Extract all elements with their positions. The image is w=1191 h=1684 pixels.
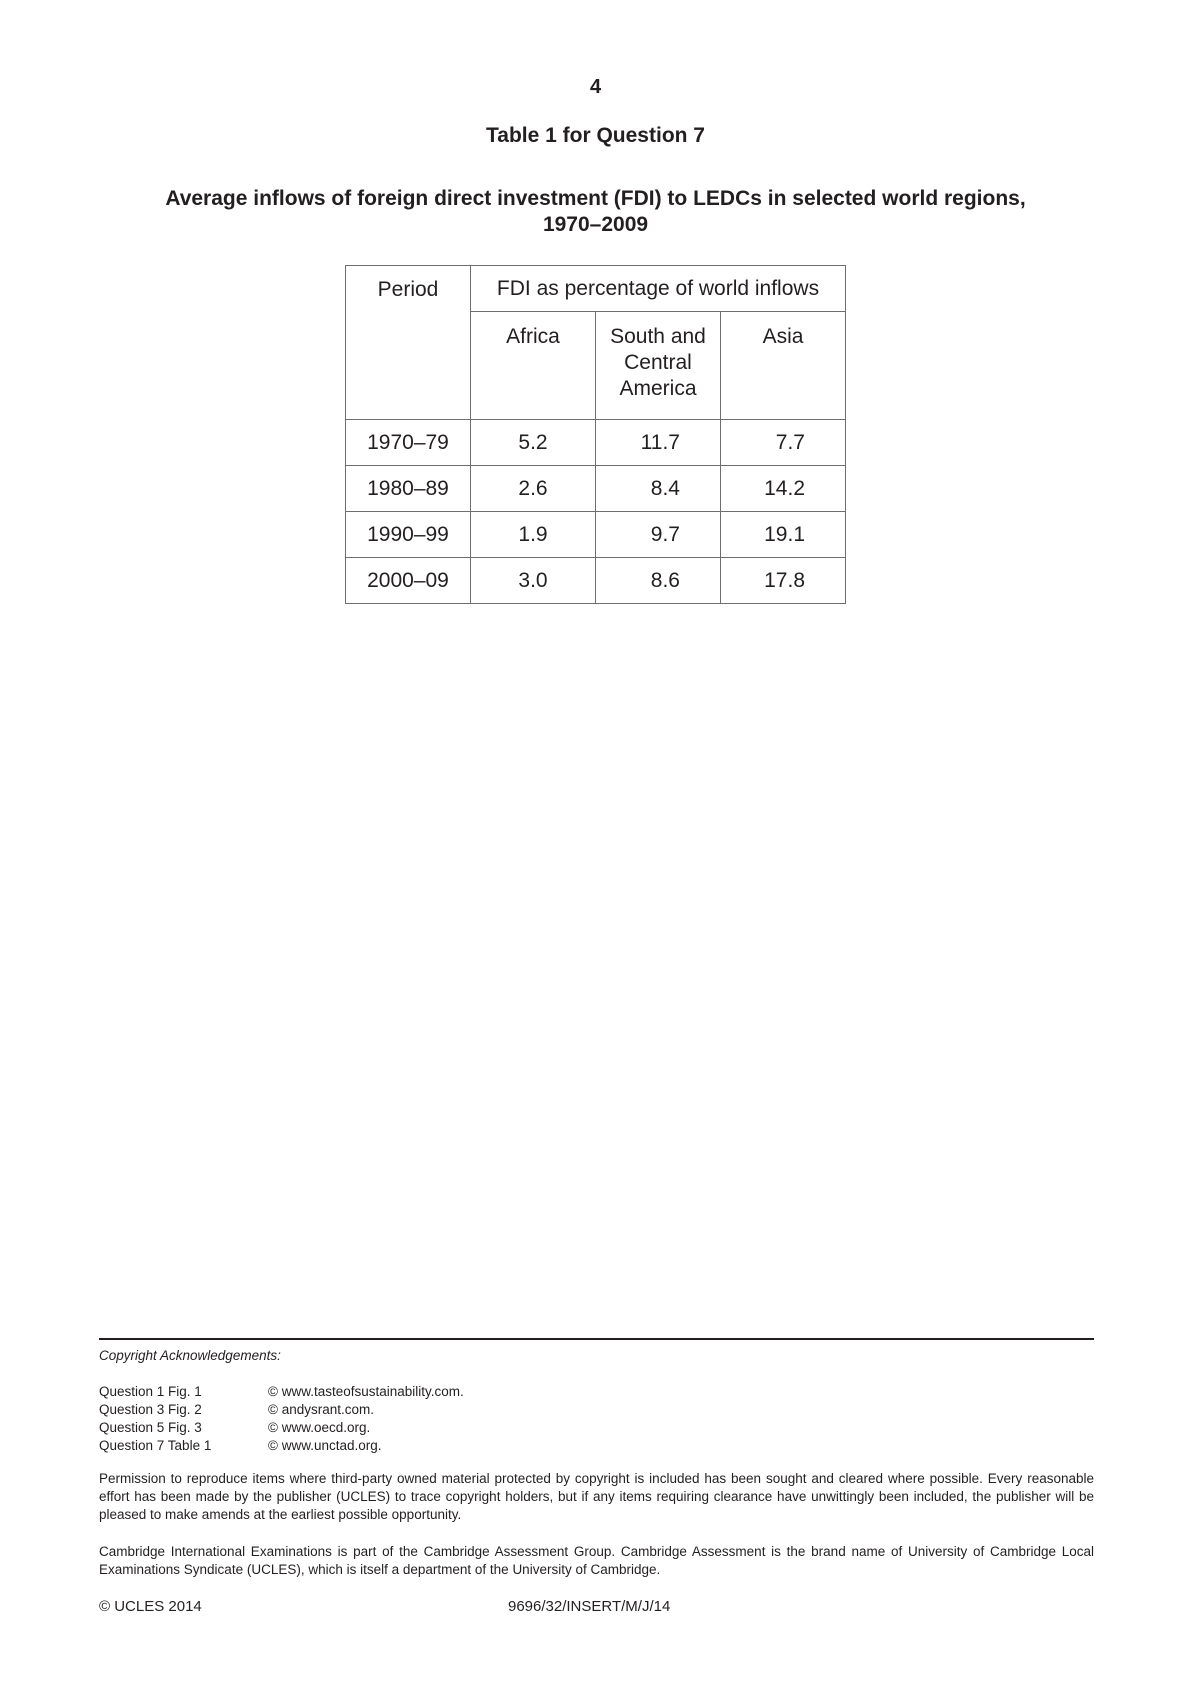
permission-notice: Permission to reproduce items where third-party owned material protected by copyright is included has been sought and cleared where possible. Every reasonable effort has been made by the publisher (UCLES) to trace copyright holders, but if any items requiring clearance have unwittingly been included, the publisher will be pleased to make amends at the earliest possible opportunity. — [99, 1471, 1094, 1522]
acknowledgement-ref: Question 3 Fig. 2 — [99, 1402, 202, 1417]
cie-notice: Cambridge International Examinations is part of the Cambridge Assessment Group. Cambridge Assessment is the brand name of University of Cambridge Local Examinations Syndicate (UCLES), which is itself a department of the University of Cambridge. — [99, 1544, 1094, 1577]
list-item — [99, 1401, 1094, 1419]
south-central-america-value: 8.6 — [596, 558, 721, 604]
asia-value: 17.8 — [721, 558, 846, 604]
fdi-table — [345, 265, 846, 604]
asia-value: 14.2 — [721, 466, 846, 512]
acknowledgement-source: © andysrant.com. — [268, 1402, 374, 1417]
africa-value: 5.2 — [471, 420, 596, 466]
table-row — [346, 558, 846, 604]
asia-value: 19.1 — [721, 512, 846, 558]
africa-value: 2.6 — [471, 466, 596, 512]
africa-value: 3.0 — [471, 558, 596, 604]
south-central-america-value: 8.4 — [596, 466, 721, 512]
list-item — [99, 1383, 1094, 1401]
acknowledgement-source: © www.tasteofsustainability.com. — [268, 1384, 464, 1399]
table-row — [346, 420, 846, 466]
table-title-line-2: 1970–2009 — [542, 213, 649, 236]
period-cell: 2000–09 — [346, 558, 471, 604]
acknowledgement-ref: Question 1 Fig. 1 — [99, 1384, 202, 1399]
column-header-asia: Asia — [721, 312, 846, 420]
period-cell: 1980–89 — [346, 466, 471, 512]
period-header: Period — [346, 266, 471, 420]
table-caption: Table 1 for Question 7 — [486, 124, 705, 147]
footer-copyright: © UCLES 2014 — [99, 1598, 202, 1615]
acknowledgements-list — [99, 1383, 1094, 1455]
asia-value: 7.7 — [721, 420, 846, 466]
footer-divider — [99, 1338, 1094, 1340]
period-cell: 1970–79 — [346, 420, 471, 466]
acknowledgement-ref: Question 7 Table 1 — [99, 1438, 212, 1453]
column-header-south-central-america: South and Central America — [596, 312, 721, 420]
acknowledgements-title: Copyright Acknowledgements: — [99, 1348, 281, 1363]
africa-value: 1.9 — [471, 512, 596, 558]
footer-code: 9696/32/INSERT/M/J/14 — [508, 1598, 671, 1615]
acknowledgement-ref: Question 5 Fig. 3 — [99, 1420, 202, 1435]
table-row — [346, 466, 846, 512]
list-item — [99, 1419, 1094, 1437]
column-header-africa: Africa — [471, 312, 596, 420]
table-row — [346, 512, 846, 558]
period-cell: 1990–99 — [346, 512, 471, 558]
page-number: 4 — [589, 76, 602, 98]
acknowledgement-source: © www.unctad.org. — [268, 1438, 382, 1453]
south-central-america-value: 11.7 — [596, 420, 721, 466]
south-central-america-value: 9.7 — [596, 512, 721, 558]
table-title — [120, 186, 1071, 238]
list-item — [99, 1437, 1094, 1455]
acknowledgement-source: © www.oecd.org. — [268, 1420, 371, 1435]
fdi-group-header: FDI as percentage of world inflows — [471, 266, 846, 312]
table-title-line-1: Average inflows of foreign direct investment (FDI) to LEDCs in selected world regions, — [165, 187, 1026, 210]
